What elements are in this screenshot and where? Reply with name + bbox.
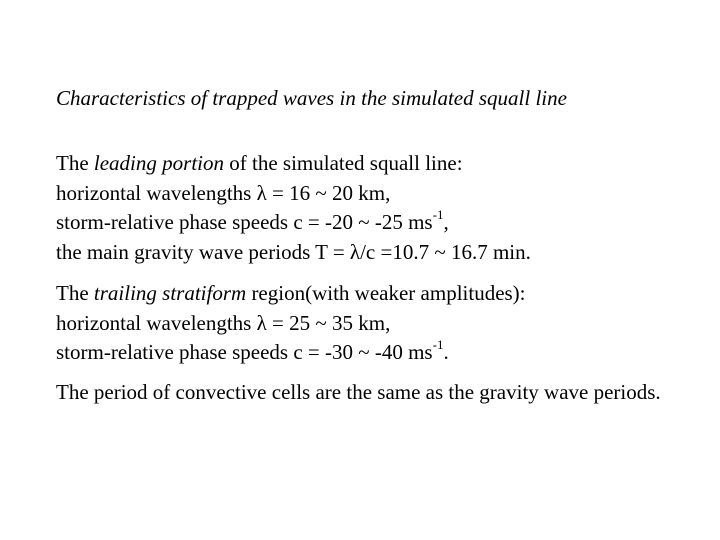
trailing-intro-line [56, 279, 696, 309]
leading-intro-line [56, 149, 696, 179]
leading-intro-pre: The [56, 151, 94, 175]
trailing-intro-pre: The [56, 281, 94, 305]
trailing-phase-speed-line [56, 338, 696, 368]
trailing-stratiform-paragraph [56, 279, 696, 368]
trailing-wavelength-line: horizontal wavelengths λ = 25 ~ 35 km, [56, 310, 391, 335]
leading-intro-emphasis: leading portion [93, 151, 224, 175]
leading-wavelength-line: horizontal wavelengths λ = 16 ~ 20 km, [56, 180, 391, 205]
leading-phase-speed-line [56, 208, 696, 238]
leading-portion-paragraph [56, 149, 696, 267]
trailing-intro-emphasis: trailing stratiform [93, 281, 247, 305]
trailing-phase-post: . [443, 340, 449, 364]
slide-title: Characteristics of trapped waves in the simulated squall line [56, 86, 567, 110]
leading-phase-text: storm-relative phase speeds c = -20 ~ -25 ms [56, 210, 433, 234]
leading-intro-post: of the simulated squall line: [224, 151, 463, 175]
conclusion-paragraph: The period of convective cells are the same as the gravity wave periods. [56, 380, 661, 404]
leading-period-line: the main gravity wave periods T = λ/c =10.7 ~ 16.7 min. [56, 239, 531, 264]
trailing-phase-text: storm-relative phase speeds c = -30 ~ -40 ms [56, 340, 433, 364]
leading-phase-exponent: -1 [432, 207, 444, 222]
trailing-intro-post: region(with weaker amplitudes): [246, 281, 526, 305]
leading-phase-post: , [443, 210, 449, 234]
trailing-phase-exponent: -1 [432, 337, 444, 352]
